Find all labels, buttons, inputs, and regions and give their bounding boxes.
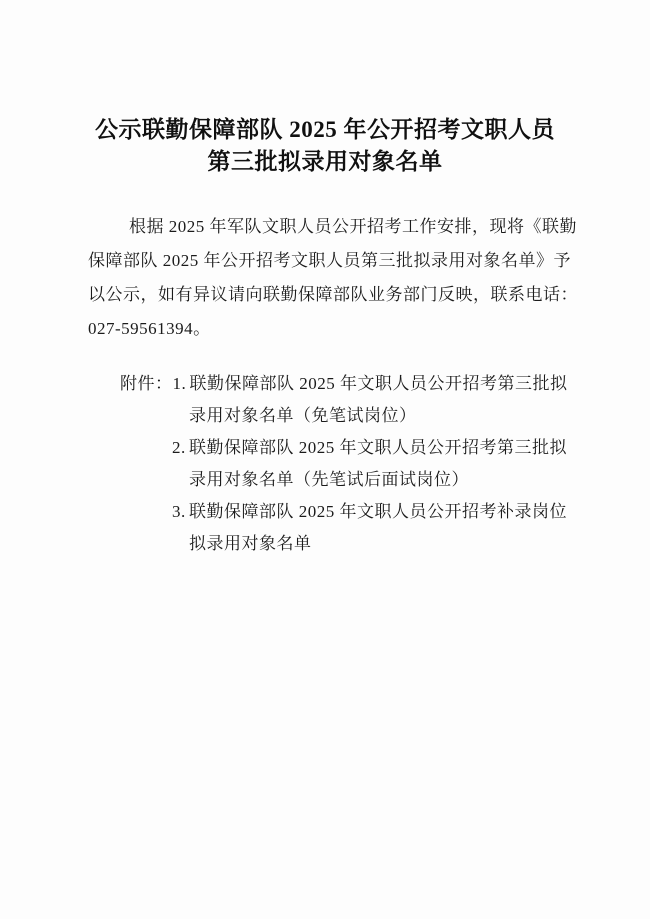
attachment-item-3-line-1	[88, 496, 594, 528]
body-paragraph	[88, 210, 578, 346]
attachment-item-2-line-1	[88, 432, 594, 464]
attachment-1-number: 1.	[172, 374, 187, 393]
attachments-label: 附件：	[120, 374, 173, 393]
document-title	[0, 0, 650, 178]
paragraph-line-3: 以公示，如有异议请向联勤保障部队业务部门反映，联系电话：	[88, 285, 578, 304]
attachments-section	[88, 368, 594, 560]
paragraph-line-1: 根据 2025 年军队文职人员公开招考工作安排，现将《联勤	[129, 217, 577, 236]
attachment-2-text: 联勤保障部队 2025 年文职人员公开招考第三批拟	[189, 438, 567, 457]
attachment-2-number: 2.	[172, 438, 186, 457]
paragraph-line-4-phone: 027-59561394。	[88, 319, 211, 338]
attachment-item-2-line-2: 录用对象名单（先笔试后面试岗位）	[189, 470, 469, 489]
attachment-item-1-line-1	[88, 368, 594, 400]
attachment-3-number: 3.	[172, 502, 186, 521]
attachment-1-text: 联勤保障部队 2025 年文职人员公开招考第三批拟	[189, 374, 568, 393]
paragraph-line-2: 保障部队 2025 年公开招考文职人员第三批拟录用对象名单》予	[88, 251, 571, 270]
attachment-item-1-line-2: 录用对象名单（免笔试岗位）	[189, 406, 417, 425]
title-line-1: 公示联勤保障部队 2025 年公开招考文职人员	[95, 117, 555, 142]
attachment-item-3-line-2: 拟录用对象名单	[189, 534, 312, 553]
attachment-3-text: 联勤保障部队 2025 年文职人员公开招考补录岗位	[189, 502, 567, 521]
title-line-2: 第三批拟录用对象名单	[207, 149, 443, 174]
